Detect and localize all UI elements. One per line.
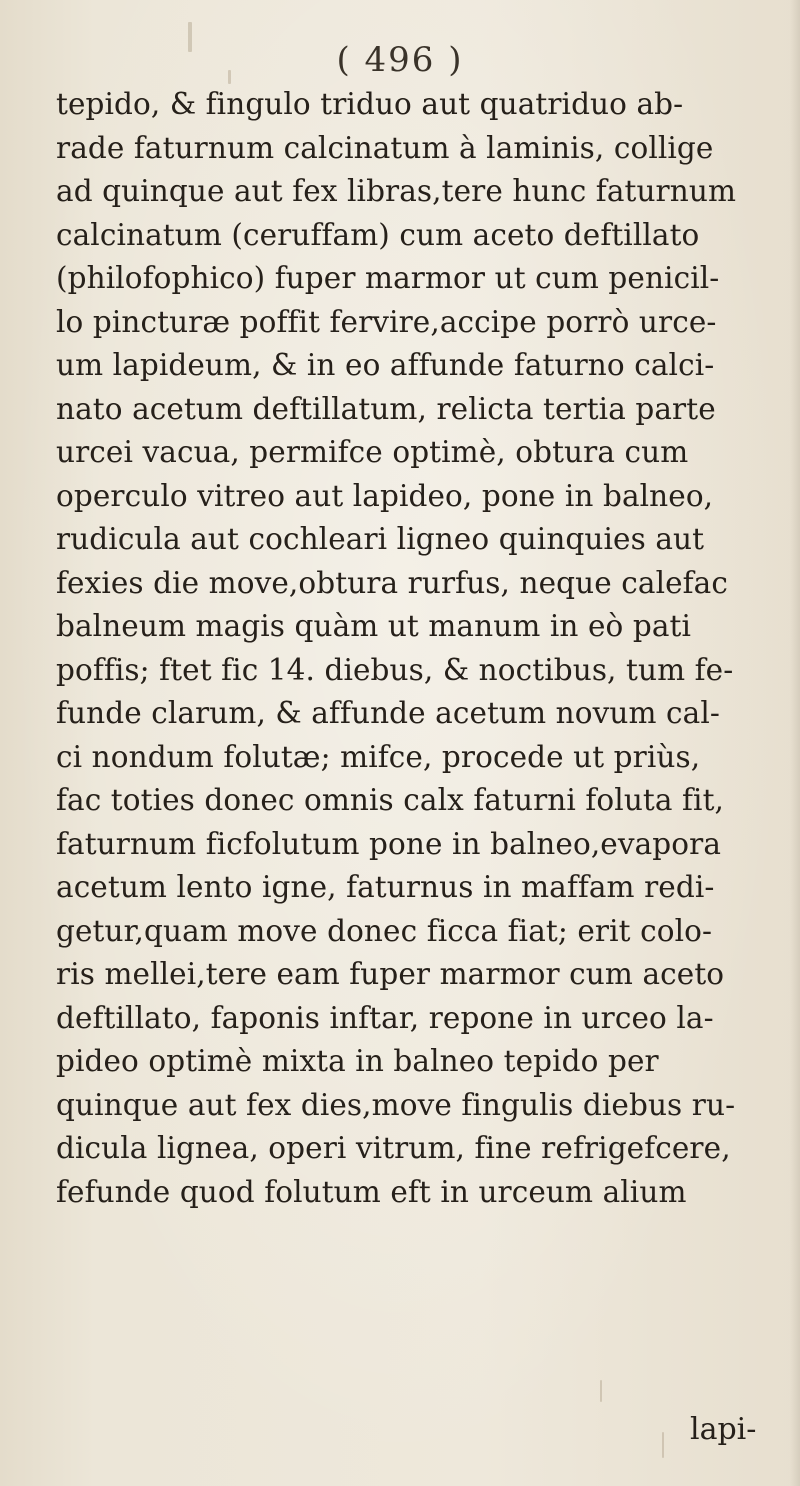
text-line: funde clarum, & affunde acetum novum cal- <box>56 696 720 730</box>
ink-speck <box>662 1432 664 1458</box>
ink-speck <box>600 1380 602 1402</box>
text-line: rade faturnum calcinatum à laminis, collige <box>56 130 714 165</box>
text-line: acetum lento igne, faturnus in maffam redi- <box>56 870 715 904</box>
text-line: tepido, & fingulo triduo aut quatriduo ab- <box>56 87 684 121</box>
text-line: poffis; ftet fic 14. diebus, & noctibus, tum fe- <box>56 652 734 687</box>
text-line: pideo optimè mixta in balneo tepido per <box>56 1044 659 1078</box>
page-edge-shadow <box>790 0 800 1486</box>
text-line: deftillato, faponis inftar, repone in urceo la- <box>56 1000 714 1035</box>
text-line: quinque aut fex dies,move fingulis diebus ru- <box>56 1087 736 1122</box>
text-line: faturnum ficfolutum pone in balneo,evapora <box>56 826 722 861</box>
text-line: ad quinque aut fex libras,tere hunc faturnum <box>56 174 737 208</box>
text-line: ci nondum folutæ; mifce, procede ut priùs, <box>56 739 701 774</box>
body-text <box>56 83 786 1214</box>
text-line: dicula lignea, operi vitrum, fine refrigefcere, <box>56 1131 731 1165</box>
text-line: nato acetum deftillatum, relicta tertia parte <box>56 391 716 426</box>
text-line: ris mellei,tere eam fuper marmor cum aceto <box>56 957 725 991</box>
catchword: lapi- <box>690 1412 757 1447</box>
text-line: fefunde quod folutum eft in urceum alium <box>56 1174 687 1209</box>
text-line: (philofophico) fuper marmor ut cum penicil- <box>56 261 720 295</box>
text-line: getur,quam move donec ficca fiat; erit colo- <box>56 913 713 948</box>
text-line: fac toties donec omnis calx faturni foluta fit, <box>56 783 725 817</box>
text-line: lo pincturæ poffit fervire,accipe porrò urce- <box>56 304 717 339</box>
page-number: ( 496 ) <box>336 40 464 80</box>
text-line: balneum magis quàm ut manum in eò pati <box>56 609 692 643</box>
text-line: urcei vacua, permifce optimè, obtura cum <box>56 435 689 469</box>
text-line: um lapideum, & in eo affunde faturno calci- <box>56 348 715 382</box>
text-line: fexies die move,obtura rurfus, neque calefac <box>56 565 728 600</box>
text-line: operculo vitreo aut lapideo, pone in balneo, <box>56 478 714 513</box>
text-line: calcinatum (ceruffam) cum aceto deftillato <box>56 217 700 252</box>
text-line: rudicula aut cochleari ligneo quinquies aut <box>56 522 705 556</box>
